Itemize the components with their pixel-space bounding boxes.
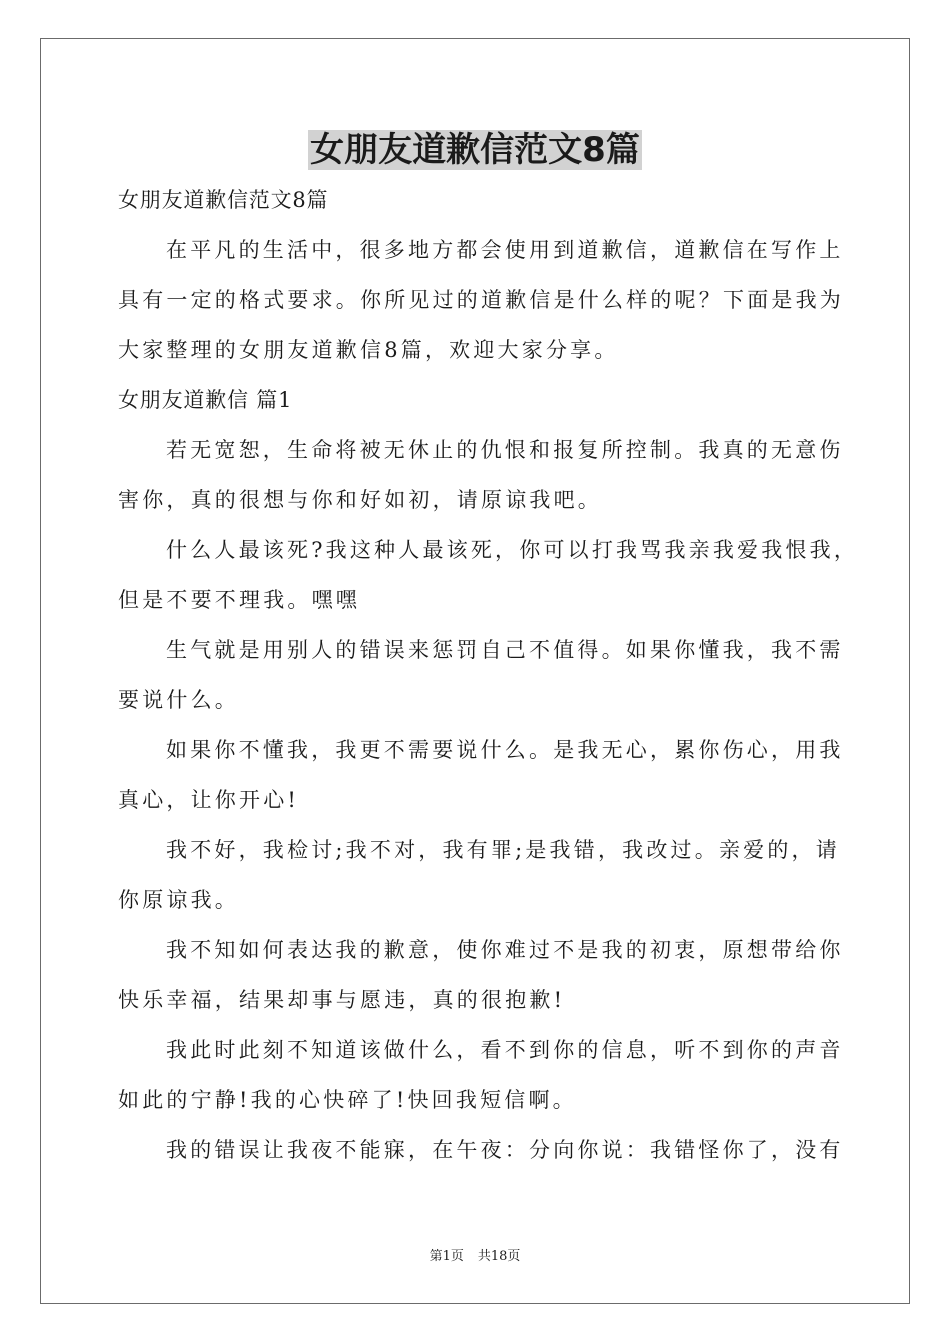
page-number: 第1页 [429, 1249, 464, 1264]
paragraph-line: 生气就是用别人的错误来惩罚自己不值得。如果你懂我，我不需 [166, 638, 844, 662]
paragraph-line: 害你，真的很想与你和好如初，请原谅我吧。 [118, 488, 602, 512]
document-body [118, 181, 859, 1181]
paragraph-line: 什么人最该死?我这种人最该死，你可以打我骂我亲我爱我恨我， [166, 538, 859, 562]
section-heading-line: 女朋友道歉信 篇1 [118, 388, 293, 412]
paragraph-line: 若无宽恕，生命将被无休止的仇恨和报复所控制。我真的无意伤 [166, 438, 844, 462]
paragraph-line: 你原谅我。 [118, 888, 239, 912]
paragraph-line: 大家整理的女朋友道歉信8篇，欢迎大家分享。 [118, 338, 619, 362]
section-heading-line: 女朋友道歉信范文8篇 [118, 188, 329, 212]
paragraph-line: 真心，让你开心! [118, 788, 300, 812]
paragraph-line: 在平凡的生活中，很多地方都会使用到道歉信，道歉信在写作上 [166, 238, 844, 262]
paragraph-line: 我此时此刻不知道该做什么，看不到你的信息，听不到你的声音 [166, 1038, 844, 1062]
paragraph-line: 我不好，我检讨;我不对，我有罪;是我错，我改过。亲爱的，请 [166, 838, 840, 862]
paragraph-line: 我的错误让我夜不能寐，在午夜：分向你说：我错怪你了，没有 [166, 1138, 844, 1162]
paragraph-line: 如果你不懂我，我更不需要说什么。是我无心，累你伤心，用我 [166, 738, 844, 762]
paragraph-line: 如此的宁静!我的心快碎了!快回我短信啊。 [118, 1088, 577, 1112]
paragraph-line: 具有一定的格式要求。你所见过的道歉信是什么样的呢？下面是我为 [118, 288, 844, 312]
page-total: 共18页 [477, 1249, 521, 1264]
document-title [0, 128, 950, 172]
paragraph-line: 但是不要不理我。嘿嘿 [118, 588, 360, 612]
paragraph-line: 快乐幸福，结果却事与愿违，真的很抱歉! [118, 988, 566, 1012]
document-title-text: 女朋友道歉信范文8篇 [310, 130, 640, 170]
paragraph-line: 要说什么。 [118, 688, 239, 712]
page-footer [0, 1248, 950, 1266]
paragraph-line: 我不知如何表达我的歉意，使你难过不是我的初衷，原想带给你 [166, 938, 844, 962]
